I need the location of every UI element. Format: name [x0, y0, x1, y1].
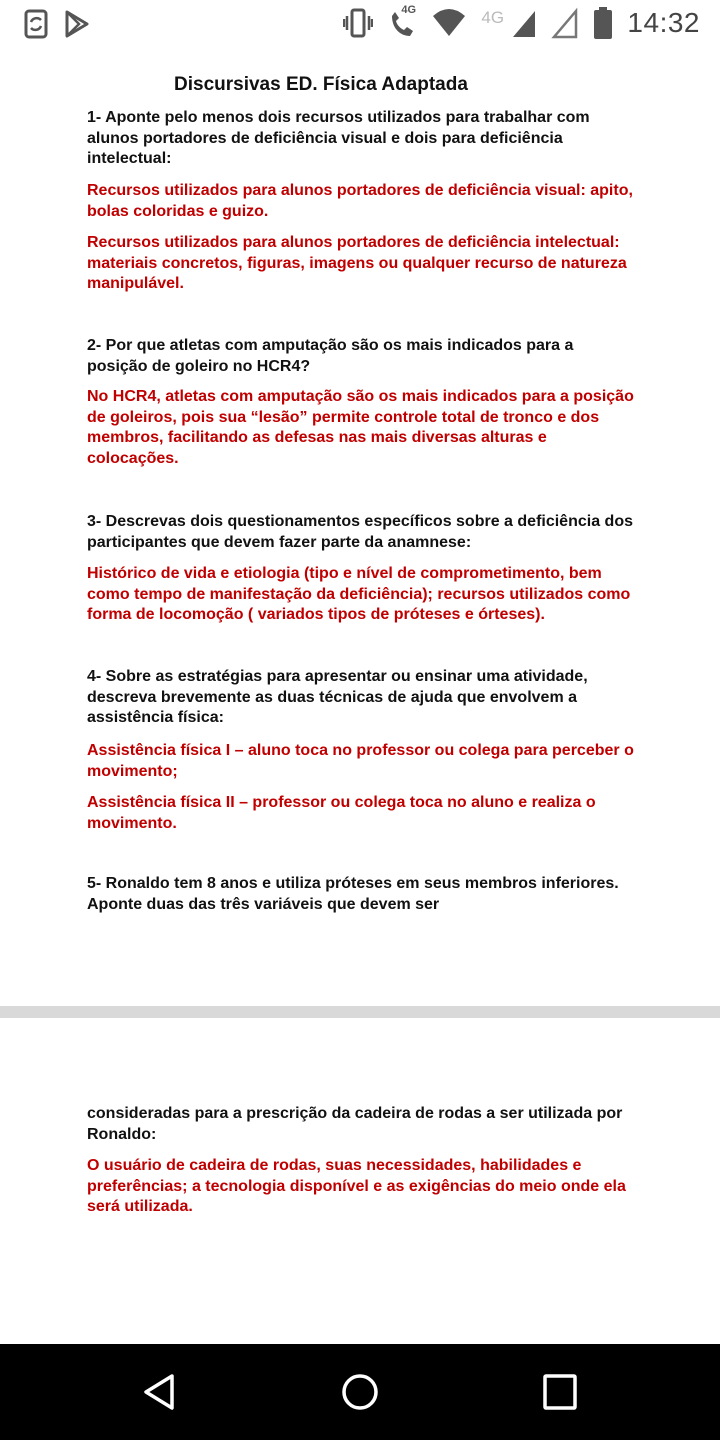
answer-4a: Assistência física I – aluno toca no professor ou colega para perceber o movimento; — [87, 742, 634, 780]
question-5-part-2: consideradas para a prescrição da cadeira de rodas a ser utilizada por Ronaldo: — [87, 1105, 623, 1143]
home-icon[interactable] — [340, 1372, 380, 1412]
question-1: 1- Aponte pelo menos dois recursos utilizados para trabalhar com alunos portadores de deficiência visual e dois para deficiência intelectual: — [87, 109, 590, 167]
answer-5: O usuário de cadeira de rodas, suas necessidades, habilidades e preferências; a tecnologia disponível e as exigências do meio onde ela será utilizada. — [87, 1157, 626, 1215]
screen-rotation-icon — [22, 8, 50, 40]
signal-empty-icon — [551, 6, 579, 40]
vibrate-icon — [343, 6, 373, 40]
wifi-call-icon — [387, 6, 417, 40]
question-5-part-1: 5- Ronaldo tem 8 anos e utiliza próteses em seus membros inferiores. Aponte duas das três variáveis que devem ser — [87, 875, 619, 913]
wifi-icon — [431, 6, 467, 40]
signal-icon — [481, 6, 537, 40]
network-type-label: 4G — [481, 8, 505, 27]
answer-3: Histórico de vida e etiologia (tipo e nível de comprometimento, bem como tempo de manifestação da deficiência); recursos utilizados como forma de locomoção ( variados tipos de próteses e órteses). — [87, 565, 631, 623]
status-bar — [0, 0, 720, 49]
battery-icon — [593, 6, 613, 40]
navigation-bar — [0, 1344, 720, 1440]
play-store-icon — [64, 9, 90, 39]
recents-icon[interactable] — [542, 1372, 578, 1412]
answer-1b: Recursos utilizados para alunos portadores de deficiência intelectual: materiais concretos, figuras, imagens ou qualquer recurso de natureza manipulável. — [87, 234, 627, 292]
question-2: 2- Por que atletas com amputação são os mais indicados para a posição de goleiro no HCR4? — [87, 337, 574, 375]
answer-4b: Assistência física II – professor ou colega toca no aluno e realiza o movimento. — [87, 794, 596, 832]
question-4: 4- Sobre as estratégias para apresentar ou ensinar uma atividade, descreva brevemente as duas técnicas de ajuda que envolvem a assistência física: — [87, 668, 588, 726]
answer-1a: Recursos utilizados para alunos portadores de deficiência visual: apito, bolas coloridas e guizo. — [87, 182, 633, 220]
page-divider — [0, 1006, 720, 1018]
call-badge: 4G — [401, 4, 417, 16]
document-title: Discursivas ED. Física Adaptada — [174, 74, 468, 95]
clock: 14:32 — [627, 7, 700, 38]
answer-2: No HCR4, atletas com amputação são os mais indicados para a posição de goleiros, pois sua “lesão” permite controle total de tronco e dos membros, facilitando as defesas nas mais diversas alturas e colocações. — [87, 388, 634, 467]
question-3: 3- Descrevas dois questionamentos específicos sobre a deficiência dos participantes que devem fazer parte da anamnese: — [87, 513, 633, 551]
back-icon[interactable] — [140, 1372, 180, 1412]
